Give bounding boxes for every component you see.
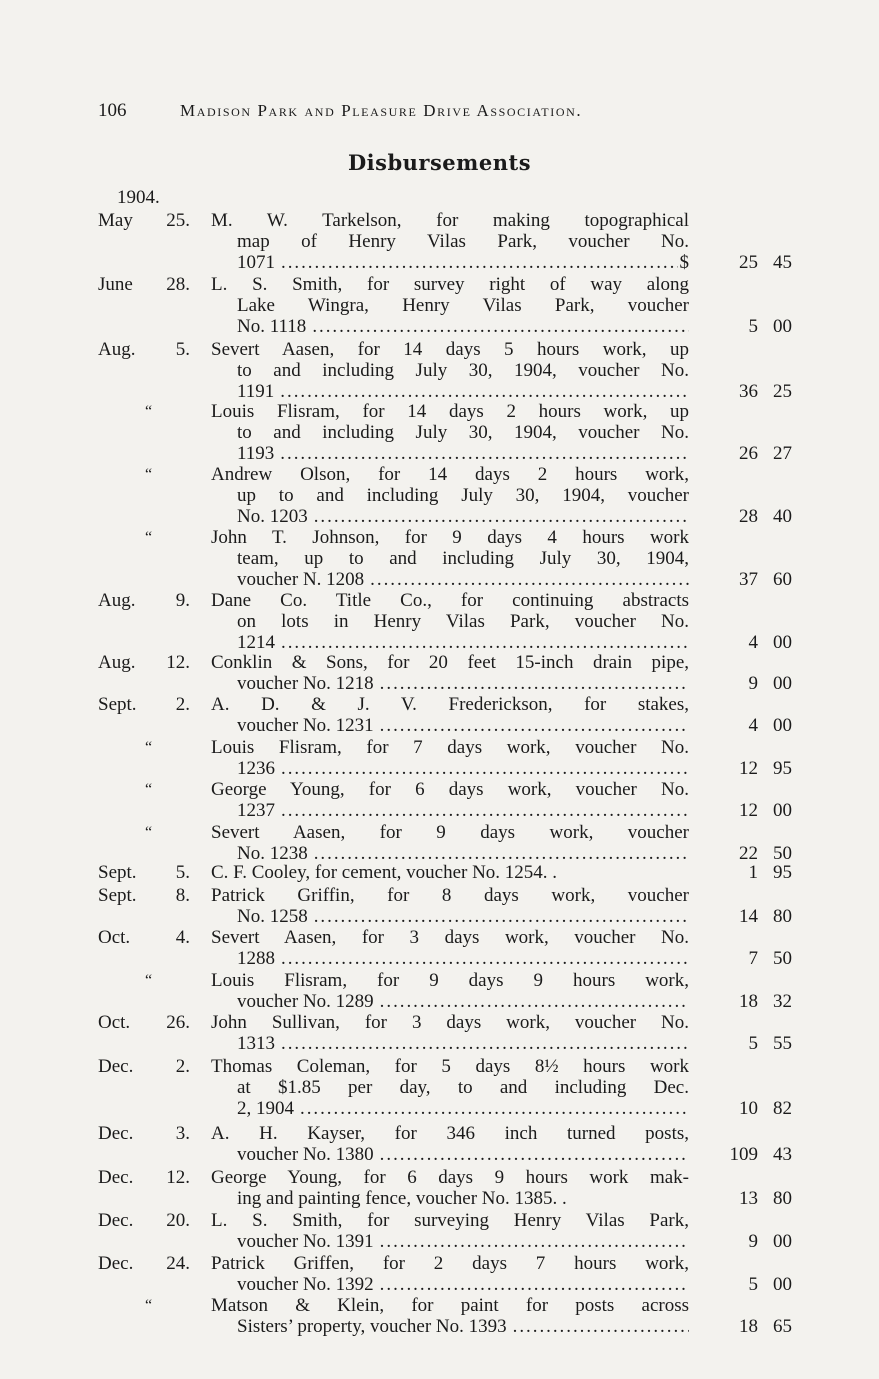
- amount-dollars: 26: [739, 443, 758, 464]
- description-line: No. 1238: [237, 843, 308, 864]
- dot-leader: [380, 991, 689, 1012]
- entry-description: [211, 274, 689, 337]
- entry-description: [211, 1056, 689, 1119]
- entry-month: Dec.: [98, 1210, 134, 1231]
- entry-description: [211, 590, 689, 653]
- description-line: 1193: [237, 443, 275, 464]
- entry-amount: [700, 569, 792, 590]
- amount-cents: 65: [773, 1316, 792, 1337]
- dot-leader: [513, 1316, 689, 1337]
- description-line: at $1.85 per day, to and including Dec.: [237, 1077, 689, 1098]
- entry-day: 24.: [166, 1253, 190, 1274]
- dot-leader: [281, 252, 678, 273]
- entry-description: [211, 652, 689, 694]
- description-line: 1237: [237, 800, 275, 821]
- entry-amount: [700, 1144, 792, 1165]
- entry-day: 4.: [175, 927, 190, 948]
- entry-description: [211, 464, 689, 527]
- page-number: 106: [98, 100, 127, 121]
- entry-month: Aug.: [98, 339, 136, 360]
- amount-cents: 45: [773, 252, 792, 273]
- description-line: voucher No. 1380: [237, 1144, 374, 1165]
- entry-month: Aug.: [98, 590, 136, 611]
- entry-amount: [700, 632, 792, 653]
- dot-leader: [312, 316, 689, 337]
- ditto-mark: “: [145, 529, 153, 546]
- amount-cents: 32: [773, 991, 792, 1012]
- amount-cents: 55: [773, 1033, 792, 1054]
- description-line: Matson & Klein, for paint for posts across: [211, 1295, 689, 1316]
- entry-month: Sept.: [98, 862, 137, 883]
- amount-dollars: 7: [748, 948, 758, 969]
- description-line: on lots in Henry Vilas Park, voucher No.: [237, 611, 689, 632]
- description-line: ing and painting fence, voucher No. 1385. .: [237, 1188, 567, 1209]
- description-line: Andrew Olson, for 14 days 2 hours work,: [211, 464, 689, 485]
- description-line: Dane Co. Title Co., for continuing abstracts: [211, 590, 689, 611]
- description-line: L. S. Smith, for surveying Henry Vilas Park,: [211, 1210, 689, 1231]
- entry-description: [211, 1295, 689, 1337]
- entry-amount: [700, 443, 792, 464]
- amount-dollars: 4: [748, 632, 758, 653]
- entry-amount: [700, 673, 792, 694]
- entry-description: [211, 779, 689, 821]
- description-line: Severt Aasen, for 14 days 5 hours work, up: [211, 339, 689, 360]
- dot-leader: [380, 1274, 689, 1295]
- entry-amount: [700, 1316, 792, 1337]
- entry-amount: [700, 758, 792, 779]
- entry-day: 2.: [175, 694, 190, 715]
- year-heading: 1904.: [117, 187, 160, 208]
- entry-description: [211, 885, 689, 927]
- entry-amount: [700, 381, 792, 402]
- description-line: Thomas Coleman, for 5 days 8½ hours work: [211, 1056, 689, 1077]
- ditto-mark: “: [145, 824, 153, 841]
- description-line: 1191: [237, 381, 275, 402]
- description-line: 1236: [237, 758, 275, 779]
- ditto-mark: “: [145, 466, 153, 483]
- amount-cents: 00: [773, 632, 792, 653]
- entry-description: [211, 210, 689, 273]
- entry-day: 12.: [166, 652, 190, 673]
- ditto-mark: “: [145, 403, 153, 420]
- dot-leader: [314, 506, 689, 527]
- entry-description: [211, 1210, 689, 1252]
- description-line: Patrick Griffen, for 2 days 7 hours work,: [211, 1253, 689, 1274]
- entry-description: [211, 737, 689, 779]
- entry-day: 26.: [166, 1012, 190, 1033]
- dot-leader: [280, 381, 689, 402]
- amount-dollars: 18: [739, 991, 758, 1012]
- dot-leader: [314, 906, 689, 927]
- dot-leader: [314, 843, 689, 864]
- description-line: M. W. Tarkelson, for making topographical: [211, 210, 689, 231]
- description-line: Louis Flisram, for 9 days 9 hours work,: [211, 970, 689, 991]
- dot-leader: [380, 715, 689, 736]
- entry-amount: [700, 1274, 792, 1295]
- description-line: George Young, for 6 days 9 hours work mak-: [211, 1167, 689, 1188]
- entry-day: 9.: [175, 590, 190, 611]
- amount-dollars: 12: [739, 758, 758, 779]
- description-line: team, up to and including July 30, 1904,: [237, 548, 689, 569]
- entry-month: Oct.: [98, 927, 131, 948]
- amount-cents: 50: [773, 948, 792, 969]
- amount-dollars: 18: [739, 1316, 758, 1337]
- amount-dollars: 5: [748, 1274, 758, 1295]
- description-line: Severt Aasen, for 9 days work, voucher: [211, 822, 689, 843]
- amount-dollars: 25: [739, 252, 758, 273]
- amount-cents: 95: [773, 862, 792, 883]
- description-line: Conklin & Sons, for 20 feet 15-inch drain pipe,: [211, 652, 689, 673]
- entry-description: [211, 339, 689, 402]
- entry-description: [211, 694, 689, 736]
- amount-cents: 00: [773, 1231, 792, 1252]
- amount-dollars: 9: [748, 673, 758, 694]
- amount-cents: 43: [773, 1144, 792, 1165]
- currency-sign: $: [679, 252, 689, 273]
- entry-day: 2.: [175, 1056, 190, 1077]
- entry-month: Aug.: [98, 652, 136, 673]
- entry-day: 12.: [166, 1167, 190, 1188]
- entry-description: [211, 862, 689, 883]
- entry-day: 28.: [166, 274, 190, 295]
- amount-cents: 27: [773, 443, 792, 464]
- amount-dollars: 9: [748, 1231, 758, 1252]
- running-title: Madison Park and Pleasure Drive Association.: [180, 101, 583, 120]
- entry-description: [211, 1167, 689, 1209]
- description-line: voucher No. 1392: [237, 1274, 374, 1295]
- dot-leader: [281, 632, 689, 653]
- entry-month: Dec.: [98, 1253, 134, 1274]
- amount-cents: 00: [773, 673, 792, 694]
- ditto-mark: “: [145, 972, 153, 989]
- entry-amount: [700, 316, 792, 337]
- amount-dollars: 109: [729, 1144, 758, 1165]
- description-line: voucher N. 1208: [237, 569, 365, 590]
- amount-dollars: 10: [739, 1098, 758, 1119]
- entry-day: 3.: [175, 1123, 190, 1144]
- entry-month: Dec.: [98, 1123, 134, 1144]
- description-line: voucher No. 1231: [237, 715, 374, 736]
- description-line: Severt Aasen, for 3 days work, voucher No.: [211, 927, 689, 948]
- description-line: L. S. Smith, for survey right of way along: [211, 274, 689, 295]
- entry-amount: [700, 1188, 792, 1209]
- entry-amount: [700, 800, 792, 821]
- entry-amount: [700, 715, 792, 736]
- entry-description: [211, 927, 689, 969]
- amount-dollars: 12: [739, 800, 758, 821]
- ditto-mark: “: [145, 739, 153, 756]
- amount-cents: 80: [773, 906, 792, 927]
- entry-month: May: [98, 210, 133, 231]
- amount-cents: 00: [773, 800, 792, 821]
- description-line: 1214: [237, 632, 275, 653]
- amount-dollars: 1: [748, 862, 758, 883]
- dot-leader: [370, 569, 689, 590]
- amount-cents: 50: [773, 843, 792, 864]
- entry-amount: [700, 906, 792, 927]
- amount-dollars: 4: [748, 715, 758, 736]
- description-line: voucher No. 1391: [237, 1231, 374, 1252]
- amount-dollars: 22: [739, 843, 758, 864]
- description-line: Lake Wingra, Henry Vilas Park, voucher: [237, 295, 689, 316]
- entry-amount: [700, 948, 792, 969]
- amount-cents: 95: [773, 758, 792, 779]
- entry-description: [211, 822, 689, 864]
- description-line: 1071: [237, 252, 275, 273]
- description-line: A. D. & J. V. Frederickson, for stakes,: [211, 694, 689, 715]
- amount-dollars: 28: [739, 506, 758, 527]
- entry-amount: [700, 843, 792, 864]
- dot-leader: [281, 800, 689, 821]
- description-line: John Sullivan, for 3 days work, voucher No.: [211, 1012, 689, 1033]
- description-line: voucher No. 1289: [237, 991, 374, 1012]
- dot-leader: [380, 1144, 689, 1165]
- description-line: No. 1203: [237, 506, 308, 527]
- dot-leader: [380, 673, 689, 694]
- amount-cents: 40: [773, 506, 792, 527]
- entry-day: 5.: [175, 339, 190, 360]
- amount-dollars: 13: [739, 1188, 758, 1209]
- entry-day: 20.: [166, 1210, 190, 1231]
- description-line: John T. Johnson, for 9 days 4 hours work: [211, 527, 689, 548]
- entry-amount: [700, 991, 792, 1012]
- amount-cents: 60: [773, 569, 792, 590]
- description-line: 1313: [237, 1033, 275, 1054]
- dot-leader: [300, 1098, 689, 1119]
- entry-day: 25.: [166, 210, 190, 231]
- ditto-mark: “: [145, 1297, 153, 1314]
- entry-description: [211, 527, 689, 590]
- dot-leader: [380, 1231, 689, 1252]
- entry-month: Sept.: [98, 694, 137, 715]
- amount-cents: 25: [773, 381, 792, 402]
- entry-day: 5.: [175, 862, 190, 883]
- section-title: Disbursements: [347, 150, 532, 175]
- entry-month: June: [98, 274, 133, 295]
- amount-cents: 80: [773, 1188, 792, 1209]
- description-line: George Young, for 6 days work, voucher No.: [211, 779, 689, 800]
- entry-month: Dec.: [98, 1056, 134, 1077]
- entry-description: [211, 1012, 689, 1054]
- description-line: C. F. Cooley, for cement, voucher No. 1254. .: [211, 862, 558, 883]
- amount-cents: 82: [773, 1098, 792, 1119]
- entry-month: Oct.: [98, 1012, 131, 1033]
- description-line: No. 1118: [237, 316, 307, 337]
- description-line: No. 1258: [237, 906, 308, 927]
- dot-leader: [280, 443, 689, 464]
- description-line: Louis Flisram, for 14 days 2 hours work, up: [211, 401, 689, 422]
- entry-month: Sept.: [98, 885, 137, 906]
- description-line: 1288: [237, 948, 275, 969]
- entry-amount: [700, 1033, 792, 1054]
- amount-dollars: 14: [739, 906, 758, 927]
- entry-description: [211, 401, 689, 464]
- description-line: map of Henry Vilas Park, voucher No.: [237, 231, 689, 252]
- amount-dollars: 5: [748, 316, 758, 337]
- dot-leader: [281, 1033, 689, 1054]
- entry-amount: [700, 252, 792, 273]
- description-line: 2, 1904: [237, 1098, 294, 1119]
- entry-amount: [700, 1098, 792, 1119]
- description-line: up to and including July 30, 1904, voucher: [237, 485, 689, 506]
- description-line: A. H. Kayser, for 346 inch turned posts,: [211, 1123, 689, 1144]
- entry-month: Dec.: [98, 1167, 134, 1188]
- description-line: Sisters’ property, voucher No. 1393: [237, 1316, 507, 1337]
- amount-cents: 00: [773, 715, 792, 736]
- description-line: Louis Flisram, for 7 days work, voucher No.: [211, 737, 689, 758]
- description-line: to and including July 30, 1904, voucher No.: [237, 360, 689, 381]
- description-line: voucher No. 1218: [237, 673, 374, 694]
- amount-dollars: 5: [748, 1033, 758, 1054]
- entry-amount: [700, 1231, 792, 1252]
- dot-leader: [281, 948, 689, 969]
- ditto-mark: “: [145, 781, 153, 798]
- description-line: to and including July 30, 1904, voucher No.: [237, 422, 689, 443]
- description-line: Patrick Griffin, for 8 days work, voucher: [211, 885, 689, 906]
- entry-description: [211, 1123, 689, 1165]
- entry-day: 8.: [175, 885, 190, 906]
- entry-amount: [700, 862, 792, 883]
- entry-amount: [700, 506, 792, 527]
- entry-description: [211, 970, 689, 1012]
- entry-description: [211, 1253, 689, 1295]
- amount-cents: 00: [773, 1274, 792, 1295]
- dot-leader: [281, 758, 689, 779]
- amount-dollars: 37: [739, 569, 758, 590]
- amount-cents: 00: [773, 316, 792, 337]
- amount-dollars: 36: [739, 381, 758, 402]
